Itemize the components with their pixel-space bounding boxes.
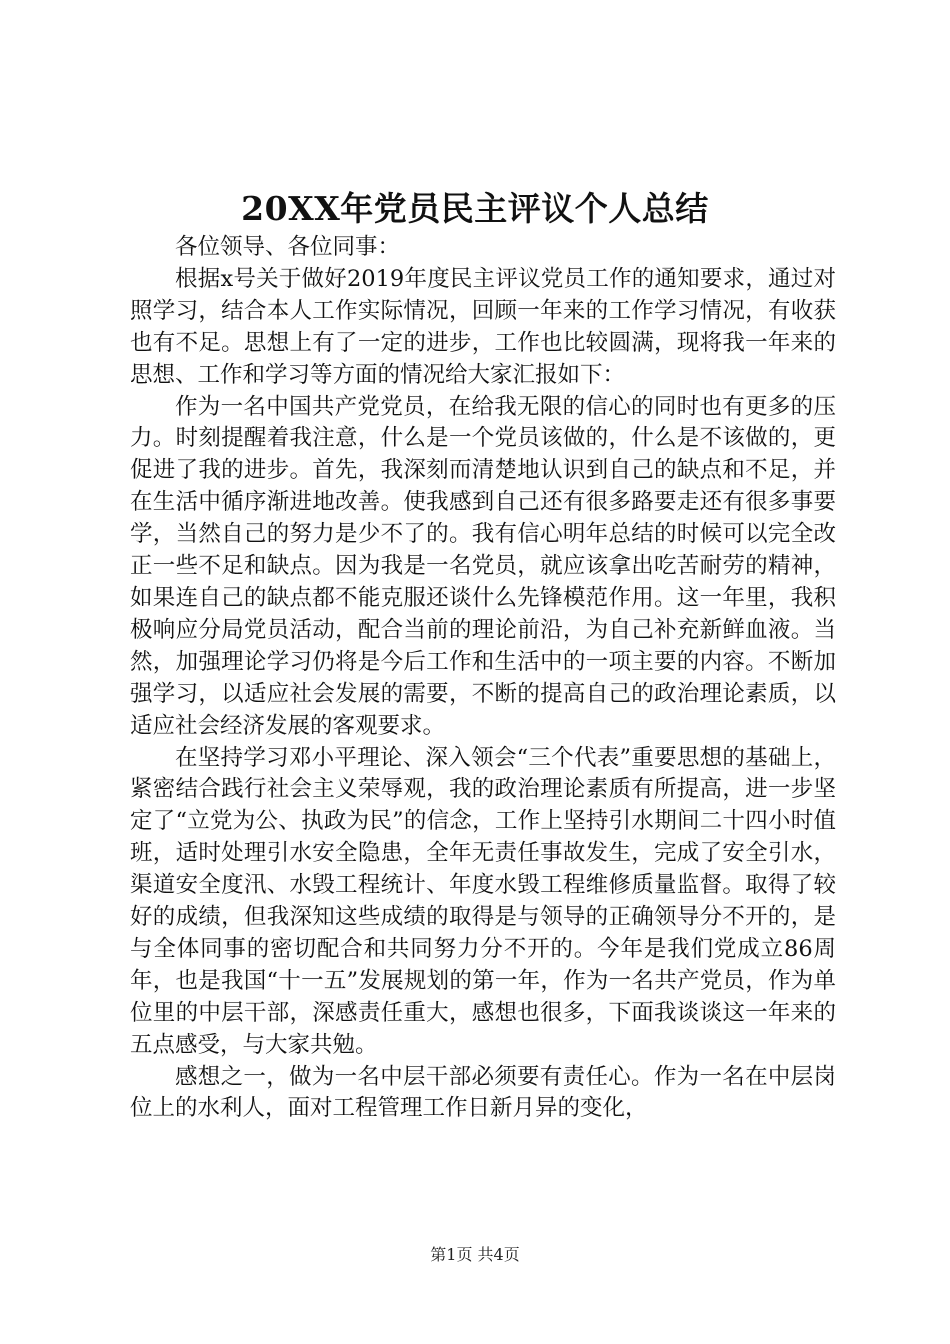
- salutation-paragraph: 各位领导、各位同事：: [175, 234, 401, 260]
- body-paragraph: 在坚持学习邓小平理论、深入领会“三个代表”重要思想的基础上，紧密结合践行社会主义荣辱观，我的政治理论素质有所提高，进一步坚定了“立党为公、执政为民”的信念，工作上坚持引水期间二十四小时值班，适时处理引水安全隐患，全年无责任事故发生，完成了安全引水，渠道安全度汛、水毁工程统计、年度水毁工程维修质量监督。取得了较好的成绩，但我深知这些成绩的取得是与领导的正确领导分不开的，是与全体同事的密切配合和共同努力分不开的。今年是我们党成立86周年，也是我国“十一五”发展规划的第一年，作为一名共产党员，作为单位里的中层干部，深感责任重大，感想也很多，下面我谈谈这一年来的五点感受，与大家共勉。: [130, 744, 836, 1058]
- body-paragraph: 作为一名中国共产党党员，在给我无限的信心的同时也有更多的压力。时刻提醒着我注意，什么是一个党员该做的，什么是不该做的，更促进了我的进步。首先，我深刻而清楚地认识到自己的缺点和不足，并在生活中循序渐进地改善。使我感到自己还有很多路要走还有很多事要学，当然自己的努力是少不了的。我有信心明年总结的时候可以完全改正一些不足和缺点。因为我是一名党员，就应该拿出吃苦耐劳的精神，如果连自己的缺点都不能克服还谈什么先锋模范作用。这一年里，我积极响应分局党员活动，配合当前的理论前沿，为自己补充新鲜血液。当然，加强理论学习仍将是今后工作和生活中的一项主要的内容。不断加强学习，以适应社会发展的需要，不断的提高自己的政治理论素质，以适应社会经济发展的客观要求。: [130, 393, 836, 739]
- body-paragraph: 感想之一，做为一名中层干部必须要有责任心。作为一名在中层岗位上的水利人，面对工程管理工作日新月异的变化，: [130, 1063, 836, 1122]
- page-footer: 第1页 共4页: [430, 1245, 520, 1264]
- document-title: 20XX年党员民主评议个人总结: [241, 189, 709, 228]
- intro-paragraph: 根据x号关于做好2019年度民主评议党员工作的通知要求，通过对照学习，结合本人工作实际情况，回顾一年来的工作学习情况，有收获也有不足。思想上有了一定的进步，工作也比较圆满，现将我一年来的思想、工作和学习等方面的情况给大家汇报如下：: [130, 265, 836, 388]
- document-body: [130, 232, 836, 1125]
